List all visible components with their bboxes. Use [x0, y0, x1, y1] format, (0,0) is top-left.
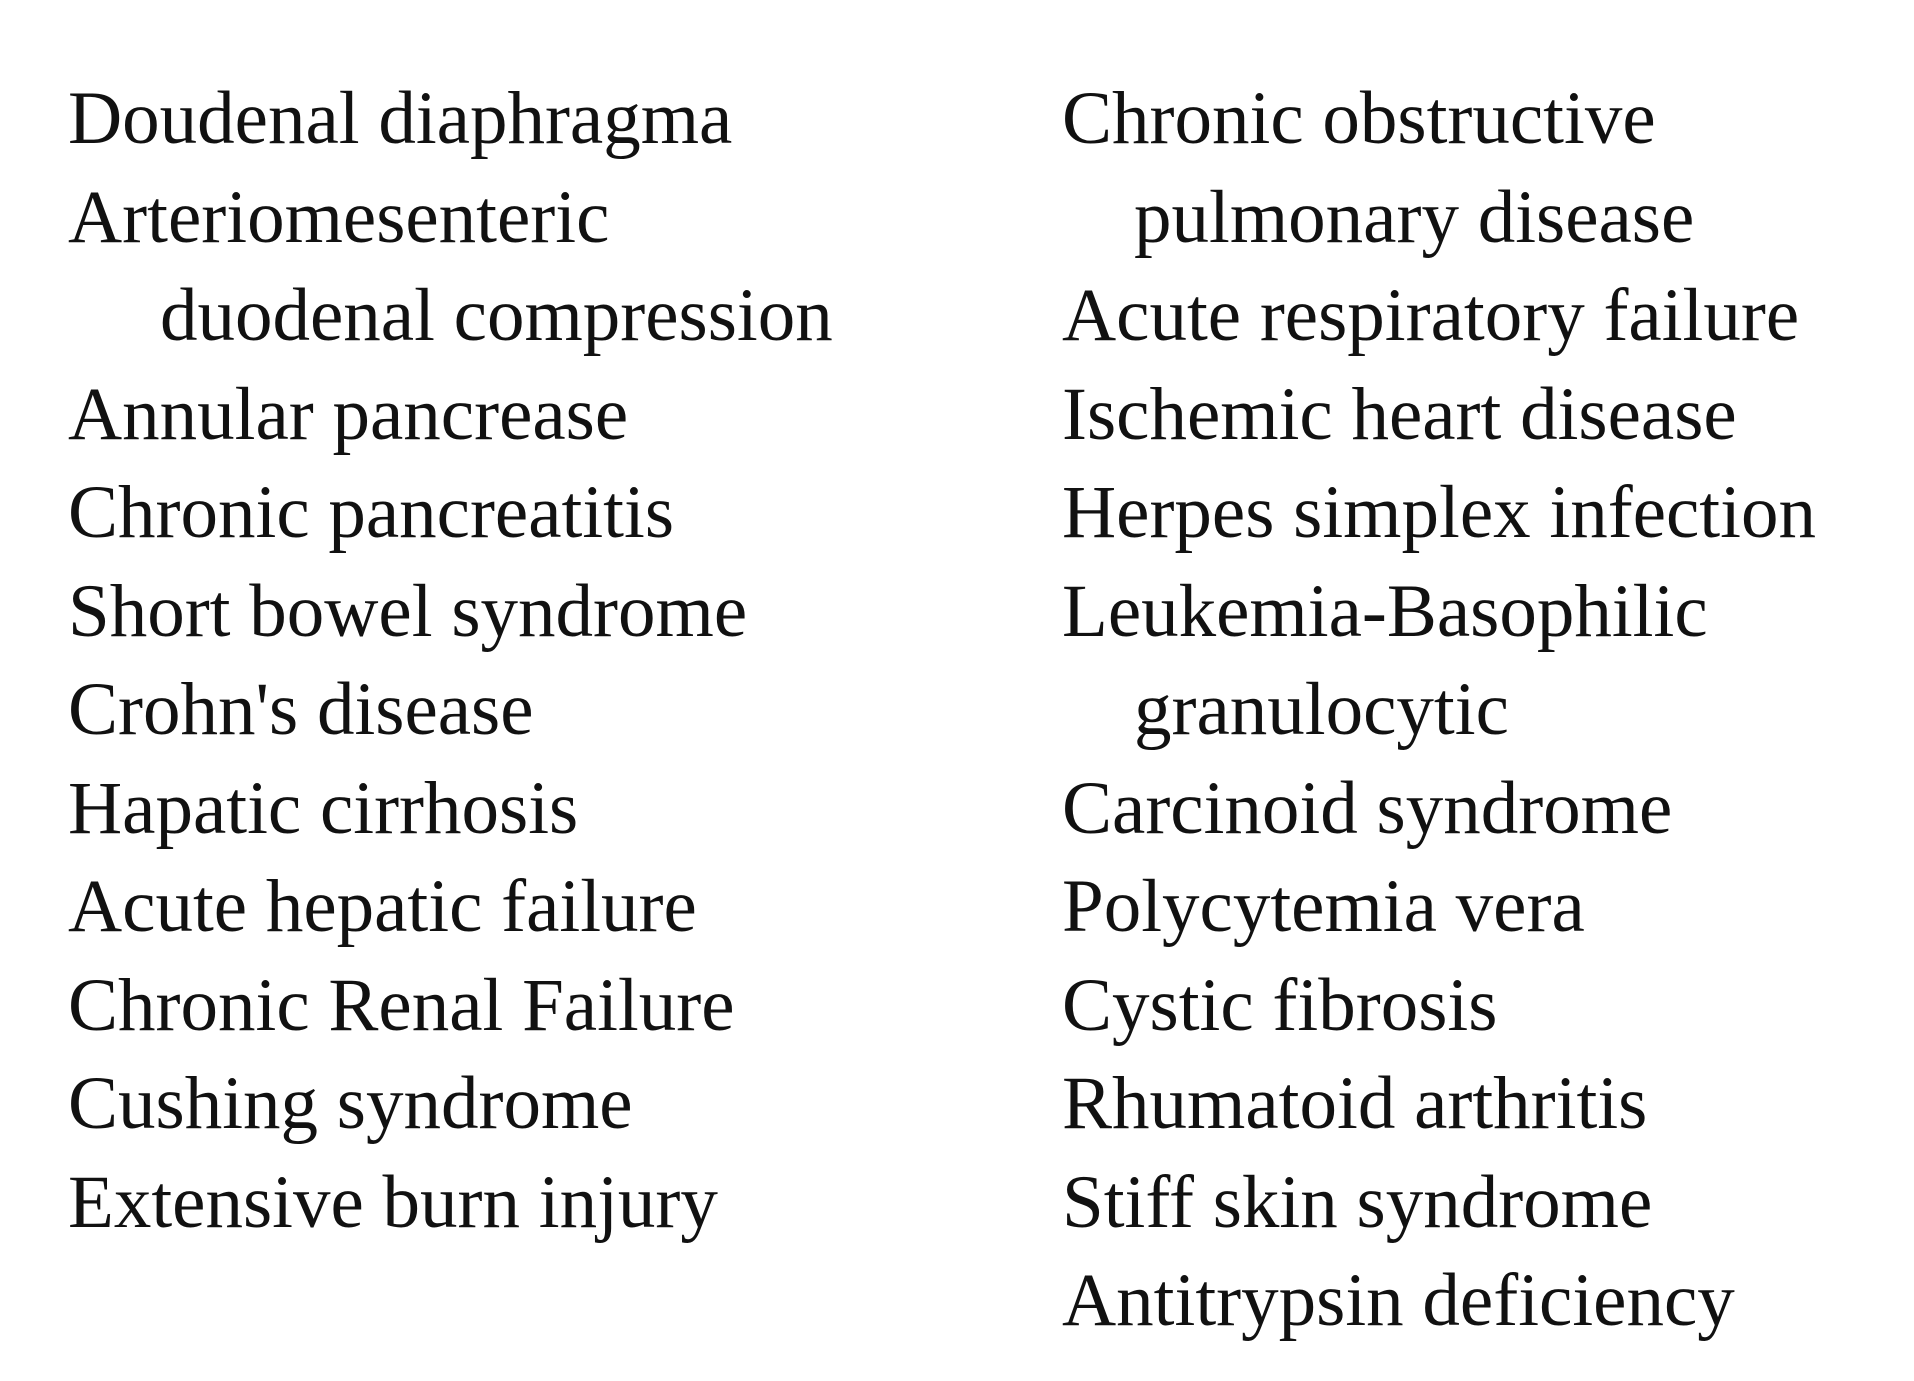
condition-item-continuation: duodenal compression	[160, 274, 833, 357]
condition-item: Annular pancrease	[68, 372, 629, 456]
condition-item: Extensive burn injury	[68, 1160, 718, 1244]
condition-item: Chronic Renal Failure	[68, 963, 735, 1047]
condition-item: Leukemia-Basophilic	[1062, 569, 1708, 653]
condition-item: Carcinoid syndrome	[1062, 766, 1673, 850]
condition-item: Herpes simplex infection	[1062, 471, 1816, 554]
condition-item: Chronic pancreatitis	[68, 471, 675, 554]
condition-item: Stiff skin syndrome	[1062, 1160, 1653, 1244]
condition-item: Cushing syndrome	[68, 1062, 633, 1145]
condition-item-continuation: granulocytic	[1134, 668, 1509, 751]
condition-item: Ischemic heart disease	[1062, 372, 1737, 456]
left-condition-list	[68, 70, 928, 1252]
condition-item: Arteriomesenteric	[68, 175, 610, 259]
condition-item: Rhumatoid arthritis	[1062, 1062, 1648, 1145]
condition-item: Hapatic cirrhosis	[68, 766, 579, 850]
condition-item: Polycytemia vera	[1062, 865, 1585, 948]
condition-item: Acute hepatic failure	[68, 865, 697, 948]
condition-item: Acute respiratory failure	[1062, 274, 1800, 357]
condition-item: Cystic fibrosis	[1062, 963, 1498, 1047]
condition-item: Crohn's disease	[68, 668, 534, 751]
condition-item: Short bowel syndrome	[68, 569, 748, 653]
condition-item-continuation: pulmonary disease	[1134, 175, 1695, 259]
condition-item: Chronic obstructive	[1062, 77, 1656, 160]
condition-item: Antitrypsin deficiency	[1062, 1259, 1735, 1342]
condition-item: Doudenal diaphragma	[68, 77, 733, 160]
right-condition-list	[1062, 70, 1902, 1351]
